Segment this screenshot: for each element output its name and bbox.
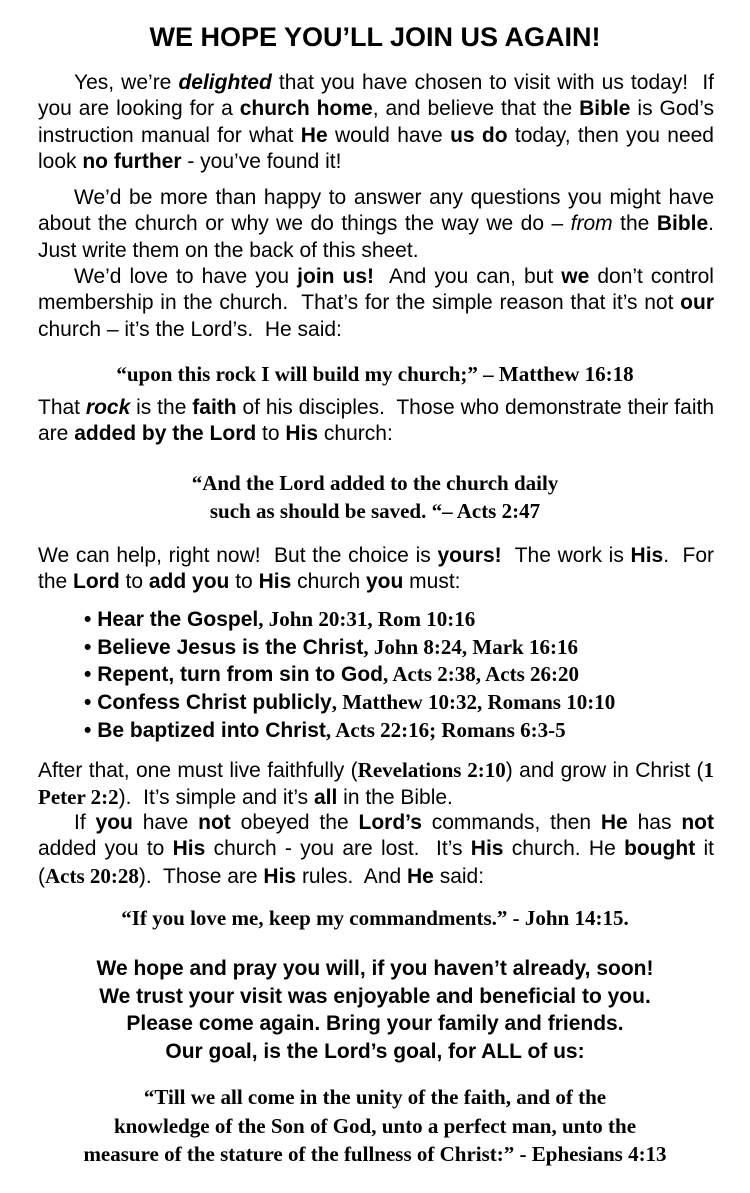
text-segment: church home	[239, 97, 373, 121]
text-segment: He	[600, 811, 628, 834]
text-segment: has	[627, 811, 682, 834]
text-segment: in the Bible.	[337, 786, 453, 810]
text-segment: - you’ve found it!	[181, 149, 342, 173]
text-segment: His	[470, 837, 504, 861]
text-segment: ). Those are	[138, 864, 264, 888]
text-segment: we	[561, 265, 590, 288]
step-references: , Acts 2:38, Acts 26:20	[383, 662, 579, 687]
text-segment: His	[630, 544, 664, 567]
text-segment: After that, one must live faithfully (	[38, 759, 358, 782]
text-segment: is the	[130, 396, 193, 419]
text-segment: We’d love to have you	[74, 265, 298, 288]
acts-quote-line: such as should be saved. “– Acts 2:47	[209, 499, 541, 523]
text-segment: don’t control membership in the church. That’s for the simple reason that it’s not	[38, 265, 720, 315]
text-segment: must:	[403, 570, 461, 594]
closing-line: We trust your visit was enjoyable and beneficial to you.	[99, 984, 651, 1008]
welcome-paragraph	[38, 70, 720, 175]
text-segment: We can help, right now! But the choice is	[38, 544, 438, 567]
text-segment: church - you are lost. It’s	[205, 837, 471, 861]
john-quote: “If you love me, keep my commandments.” - John 14:15.	[121, 906, 629, 930]
text-segment: that you have chosen to visit with us today! If you are looking for a	[38, 71, 720, 121]
text-segment: His	[258, 570, 292, 594]
help-paragraph	[38, 543, 720, 596]
text-segment: Bible	[656, 212, 709, 236]
text-segment: from	[570, 212, 613, 236]
text-segment: He	[407, 864, 434, 888]
step-label: Confess Christ publicly	[97, 691, 332, 715]
text-segment: And you can, but	[374, 265, 562, 288]
text-segment: That	[38, 396, 86, 419]
questions-paragraph	[38, 185, 726, 264]
text-segment: . Just write them on the back of this sheet.	[38, 212, 726, 262]
text-segment: delighted	[178, 71, 272, 94]
text-segment: added by the Lord	[74, 422, 257, 446]
text-segment: all	[313, 786, 338, 810]
text-segment: have	[132, 811, 199, 834]
text-segment: faith	[192, 396, 237, 419]
text-segment: Bible	[579, 97, 631, 121]
matthew-quote: “upon this rock I will build my church;” – Matthew 16:18	[116, 362, 634, 386]
text-segment: His	[172, 837, 206, 861]
text-segment: Yes, we’re	[74, 71, 179, 94]
text-segment: not	[681, 811, 714, 834]
text-segment: church – it’s the Lord’s. He said:	[38, 291, 720, 341]
text-segment: our	[680, 291, 714, 315]
text-segment: church:	[318, 422, 393, 446]
text-segment: the	[612, 212, 657, 236]
text-segment: you	[95, 811, 133, 834]
text-segment: us do	[450, 123, 508, 147]
text-segment: 1 Peter 2:2	[38, 758, 720, 810]
text-segment: We’d be more than happy to answer any questions you might have about the church or why we do things the way we do –	[38, 186, 720, 236]
text-segment: add you	[148, 570, 230, 594]
text-segment: Lord’s	[358, 811, 422, 834]
text-segment: His	[263, 864, 297, 888]
step-item: • Confess Christ publicly, Matthew 10:32, Romans 10:10	[84, 690, 616, 715]
text-segment: The work is	[501, 544, 631, 567]
rock-paragraph	[38, 395, 720, 448]
text-segment: . For the	[38, 544, 720, 594]
text-segment: , and believe that the	[372, 97, 580, 121]
step-item: • Be baptized into Christ, Acts 22:16; Romans 6:3-5	[84, 717, 566, 742]
obey-paragraph	[38, 810, 720, 890]
text-segment: bought	[624, 837, 696, 861]
text-segment: Acts 20:28	[45, 863, 139, 888]
closing-line: We hope and pray you will, if you haven’t already, soon!	[96, 957, 654, 980]
text-segment: ) and grow in Christ (	[505, 759, 704, 782]
closing-line: Our goal, is the Lord’s goal, for ALL of us:	[165, 1039, 585, 1063]
text-segment: commands, then	[421, 811, 601, 834]
text-segment: it (	[38, 837, 720, 888]
text-segment: to	[256, 422, 286, 446]
step-item: • Repent, turn from sin to God, Acts 2:38, Acts 26:20	[84, 662, 579, 687]
text-segment: to	[119, 570, 149, 594]
step-references: , Acts 22:16; Romans 6:3-5	[325, 717, 566, 742]
membership-paragraph	[38, 264, 720, 343]
ephesians-quote-line: measure of the stature of the fullness of Christ:” - Ephesians 4:13	[83, 1142, 667, 1166]
text-segment: Revelations 2:10	[357, 758, 506, 782]
text-segment: no further	[82, 149, 182, 173]
text-segment: rock	[85, 396, 131, 419]
text-segment: today, then you need look	[38, 123, 720, 173]
acts-quote	[20, 469, 730, 525]
text-segment: added you to	[38, 811, 720, 861]
closing-message	[20, 955, 730, 1065]
text-segment: church. He	[503, 837, 625, 861]
text-segment: He	[300, 123, 328, 147]
text-segment: yours!	[437, 544, 502, 567]
faithful-paragraph	[38, 757, 720, 812]
ephesians-quote	[20, 1083, 730, 1169]
step-item: • Hear the Gospel, John 20:31, Rom 10:16	[84, 607, 476, 631]
text-segment: rules. And	[296, 864, 408, 888]
text-segment: of his disciples. Those who demonstrate their faith are	[38, 396, 720, 446]
ephesians-quote-line: knowledge of the Son of God, unto a perfect man, unto the	[113, 1113, 637, 1138]
step-references: , John 8:24, Mark 16:16	[363, 634, 578, 659]
step-item: • Believe Jesus is the Christ, John 8:24, Mark 16:16	[84, 634, 578, 659]
step-references: , Matthew 10:32, Romans 10:10	[331, 690, 616, 715]
text-segment: to	[229, 570, 259, 594]
step-references: , John 20:31, Rom 10:16	[258, 607, 476, 631]
closing-line: Please come again. Bring your family and friends.	[126, 1012, 624, 1035]
page-title: WE HOPE YOU’LL JOIN US AGAIN!	[149, 22, 601, 52]
text-segment: Lord	[73, 570, 120, 594]
text-segment: you	[365, 570, 404, 594]
text-segment: obeyed the	[230, 811, 359, 834]
steps-list	[84, 606, 724, 745]
text-segment: His	[285, 422, 319, 446]
text-segment: join us!	[297, 265, 375, 288]
text-segment: ). It’s simple and it’s	[118, 786, 314, 810]
text-segment: would have	[327, 123, 451, 147]
text-segment: church	[291, 570, 366, 594]
step-label: Be baptized into Christ	[97, 718, 326, 742]
text-segment: said:	[433, 864, 485, 888]
text-segment: not	[198, 811, 231, 834]
text-segment: is God’s instruction manual for what	[38, 97, 720, 147]
text-segment: If	[74, 811, 96, 834]
step-label: Believe Jesus is the Christ	[97, 635, 364, 659]
acts-quote-line: “And the Lord added to the church daily	[191, 471, 559, 495]
ephesians-quote-line: “Till we all come in the unity of the faith, and of the	[143, 1085, 607, 1109]
step-label: Repent, turn from sin to God	[97, 663, 384, 687]
step-label: Hear the Gospel	[97, 608, 259, 631]
